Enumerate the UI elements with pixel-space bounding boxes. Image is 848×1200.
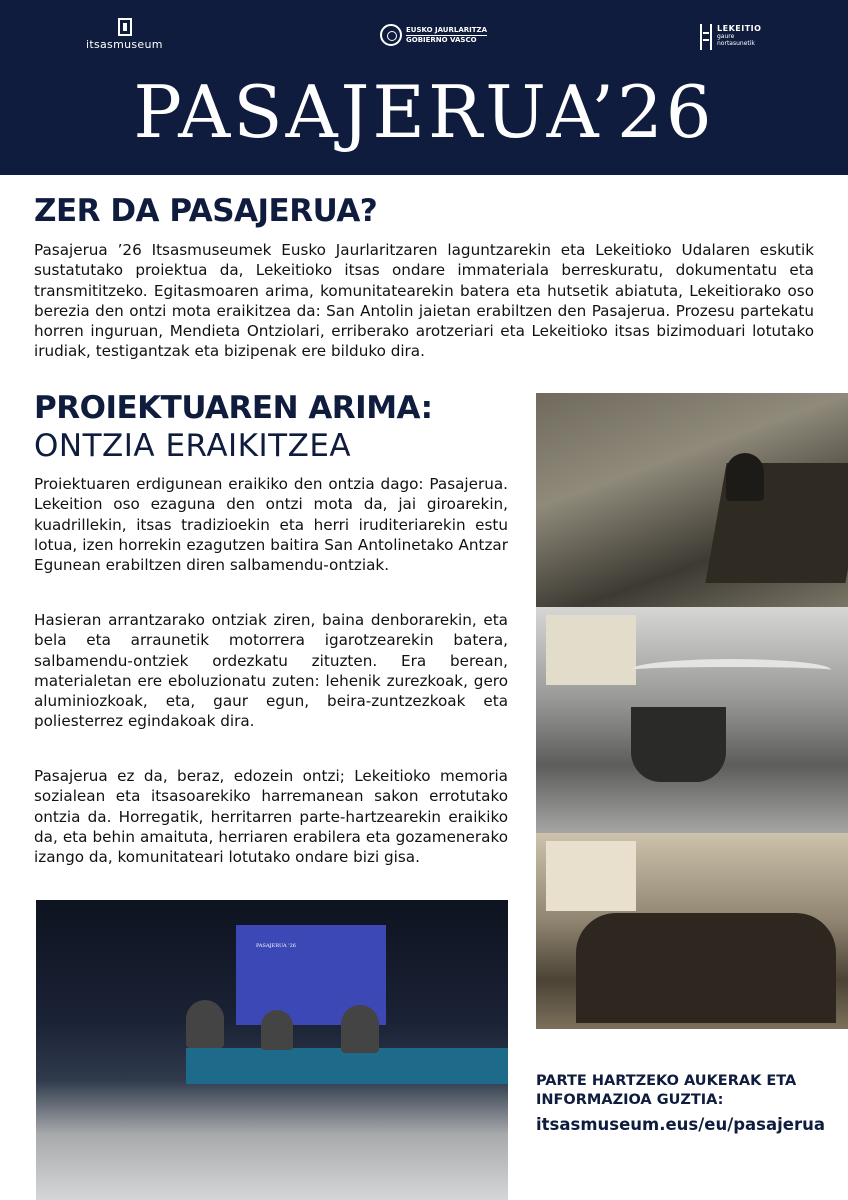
crowd-shape	[576, 913, 836, 1023]
header-band	[0, 0, 848, 175]
intro-text: Pasajerua ’26 Itsasmuseumek Eusko Jaurlaritzaren laguntzarekin eta Lekeitioko Udalaren eskutik sustatutako proiektua da, Lekeitioko itsas ondare immateriala berreskuratu, dokumentatu eta transmititzeko. Egitasmoaren arima, komunitatearekin batera eta hutsetik abiatuta, Lekeitiorako oso berezia den ontzi mota eraikitzea da: San Antolin jaietan erabiltzen den Pasajerua. Prozesu partekatu horren inguruan, Mendieta Ontziolari, erriberako arotzeriari eta Lekeitioko itsas bizimoduari lotutako irudiak, testigantzak eta bizipenak ere bilduko dira.	[34, 241, 814, 361]
project-paragraph-1: Proiektuaren erdigunean eraikiko den ontzia dago: Pasajerua. Lekeition oso ezaguna den ontzi mota da, jai giroarekin, kuadrillekin, itsas tradizioekin eta herri iruditeriarekin estu lotua, izen horrekin ezagutzen baitira San Antolinetako Antzar Egunean erabiltzen diren salbamendu-ontziak.	[34, 475, 508, 575]
bridge-shape	[631, 659, 831, 681]
river-boat-photo	[536, 607, 848, 833]
riverside-building-shape	[546, 615, 636, 685]
lekeitio-logo	[700, 24, 761, 50]
speaker-figure-3	[341, 1005, 379, 1053]
project-subheading: ONTZIA ERAIKITZEA	[34, 428, 352, 464]
shipwright-figure	[726, 453, 764, 501]
presentation-photo	[36, 900, 508, 1200]
harbor-building-shape	[546, 841, 636, 911]
lekeitio-name: LEKEITIO	[717, 24, 762, 33]
itsasmuseum-logo-icon	[118, 18, 132, 36]
intro-heading: ZER DA PASAJERUA?	[34, 193, 378, 229]
basque-government-logo	[380, 24, 487, 46]
speaker-figure-2	[261, 1010, 293, 1050]
screen-title: PASAJERUA '26	[256, 943, 296, 949]
page-title: PASAJERUA’26	[133, 70, 715, 154]
itsasmuseum-logo-text: itsasmuseum	[86, 38, 163, 51]
presentation-table	[186, 1048, 508, 1084]
gov-name-es: GOBIERNO VASCO	[406, 35, 477, 44]
boat-building-photo	[536, 393, 848, 607]
group-photo	[536, 833, 848, 1029]
participation-heading: PARTE HARTZEKO AUKERAK ETA INFORMAZIOA GUZTIA:	[536, 1073, 797, 1108]
project-heading: PROIEKTUAREN ARIMA:	[34, 390, 433, 426]
pasajerua-link[interactable]: itsasmuseum.eus/eu/pasajerua	[536, 1115, 825, 1134]
gov-name-eu: EUSKO JAURLARITZA	[406, 25, 488, 34]
boat-hull-shape	[631, 707, 726, 782]
lekeitio-tagline-1: gaure	[717, 33, 735, 40]
project-paragraph-2: Hasieran arrantzarako ontziak ziren, baina denborarekin, eta bela eta arraunetik motorrera igarotzearekin batera, salbamendu-ontziek ordezkatu zituzten. Era berean, materialetan ere eboluzionatu zuten: lehenik zurezkoak, gero aluminiozkoak, eta, gaur egun, beira-zuntzezkoak eta poliesterrez egindakoak dira.	[34, 611, 508, 731]
basque-government-seal-icon	[380, 24, 402, 46]
project-paragraph-3: Pasajerua ez da, beraz, edozein ontzi; Lekeitioko memoria sozialean eta itsasoarekiko harremanean sakon errotutako ontzia da. Horregatik, herritarren parte-hartzearekin eraikiko da, eta behin amaituta, herriaren erabilera eta gozamenerako izango da, komunitateari lotutako ondare bizi gisa.	[34, 767, 508, 867]
itsasmuseum-logo	[86, 18, 176, 51]
speaker-figure-1	[186, 1000, 224, 1048]
lekeitio-logo-icon	[700, 24, 712, 50]
lekeitio-tagline-2: nortasunetik	[717, 40, 755, 47]
